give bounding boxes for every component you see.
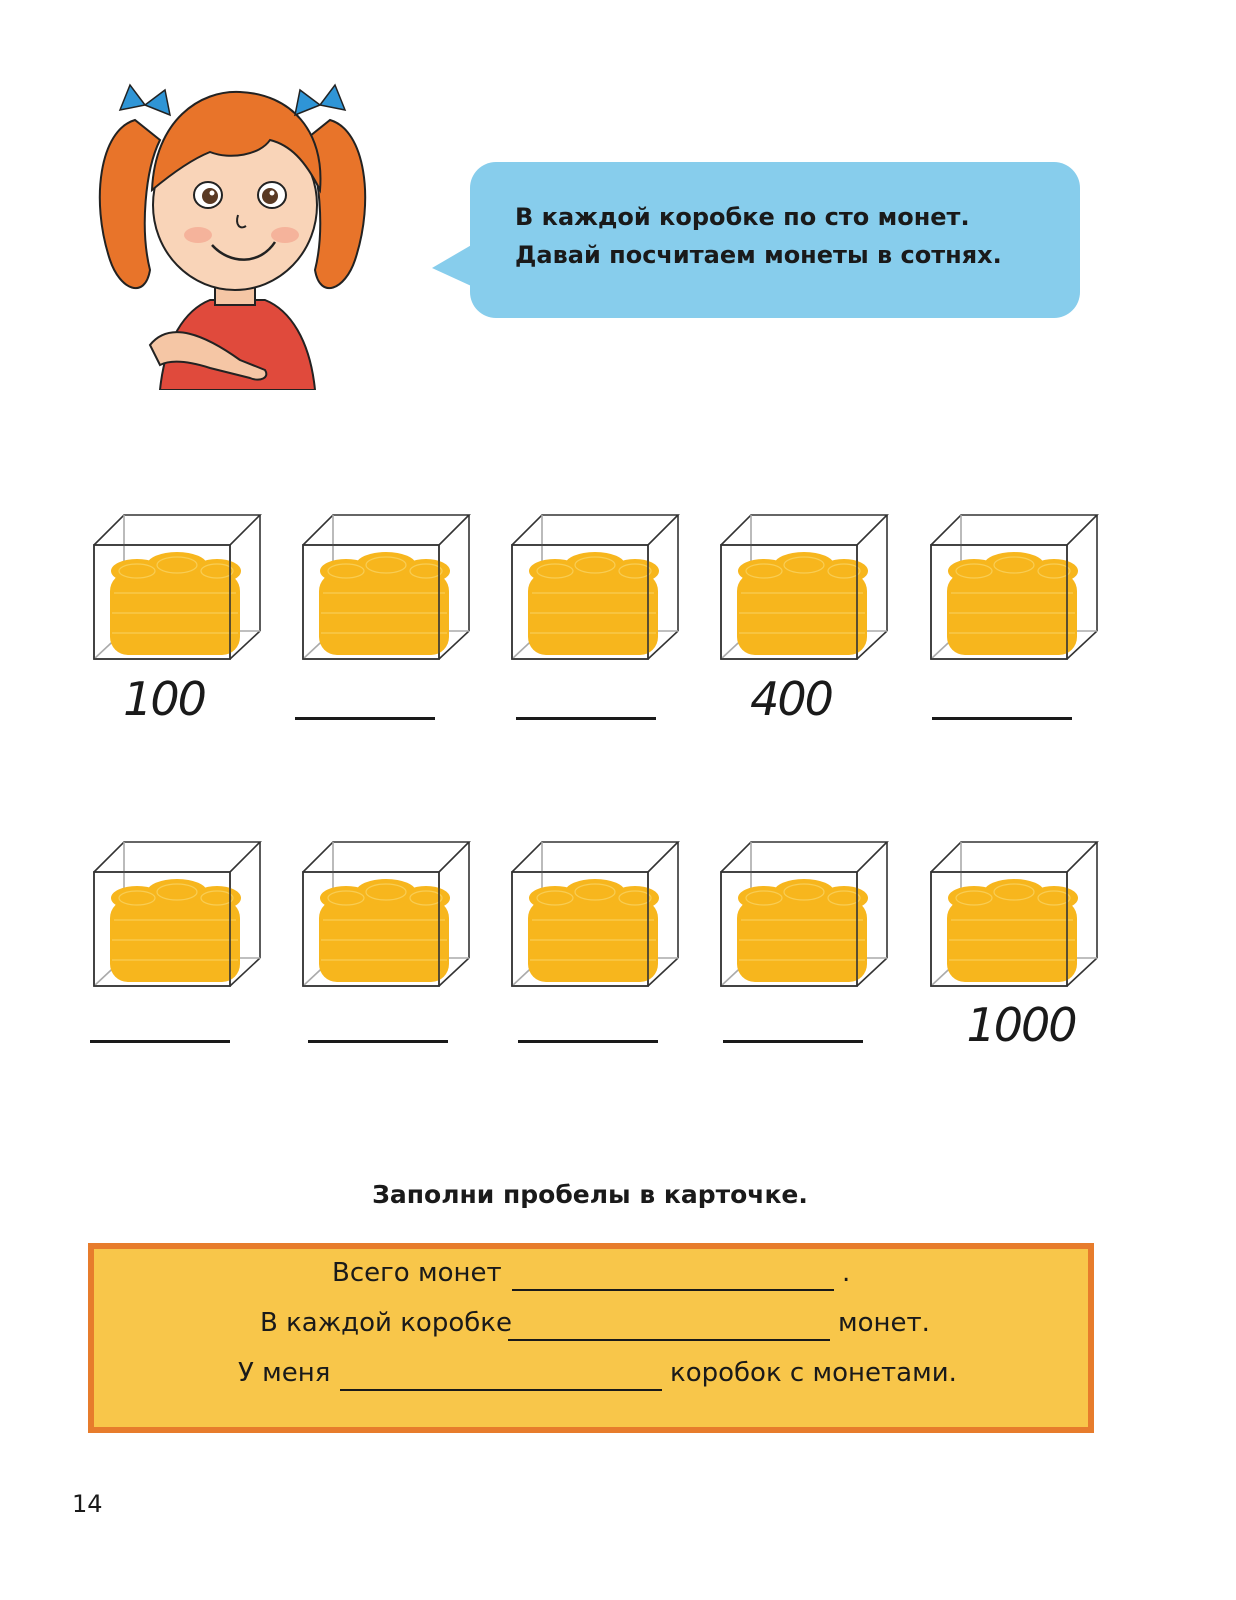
box-1-count: 100 (123, 672, 205, 726)
box-7-answer-blank[interactable] (308, 1040, 448, 1043)
box-6-answer-blank[interactable] (90, 1040, 230, 1043)
total-coins-blank[interactable] (512, 1289, 834, 1291)
coin-box-4 (719, 513, 889, 665)
box-9-answer-blank[interactable] (723, 1040, 863, 1043)
speech-bubble-text (515, 198, 1075, 274)
coin-box-3 (510, 513, 680, 665)
page-number: 14 (72, 1490, 103, 1518)
card-line-2-end: монет. (838, 1308, 930, 1338)
coin-box-10 (929, 840, 1099, 992)
coin-box-2 (301, 513, 471, 665)
box-count-blank[interactable] (340, 1389, 662, 1391)
speech-line-1: В каждой коробке по сто монет. (515, 203, 970, 231)
box-8-answer-blank[interactable] (518, 1040, 658, 1043)
card-instruction: Заполни пробелы в карточке. (372, 1180, 808, 1209)
box-4-count: 400 (750, 672, 832, 726)
card-line-1-end: . (842, 1258, 851, 1288)
box-2-answer-blank[interactable] (295, 717, 435, 720)
coin-box-1 (92, 513, 262, 665)
coin-box-6 (92, 840, 262, 992)
card-line-2-label: В каждой коробке (260, 1308, 512, 1338)
box-3-answer-blank[interactable] (516, 717, 656, 720)
card-line-1-label: Всего монет (332, 1258, 502, 1288)
box-5-answer-blank[interactable] (932, 717, 1072, 720)
coin-box-7 (301, 840, 471, 992)
girl-illustration (90, 60, 380, 390)
coin-box-5 (929, 513, 1099, 665)
card-line-3-label: У меня (238, 1358, 331, 1388)
fill-in-card (88, 1243, 1094, 1433)
coin-box-9 (719, 840, 889, 992)
card-line-3-end: коробок с монетами. (670, 1358, 957, 1388)
box-10-count: 1000 (966, 998, 1076, 1052)
coins-per-box-blank[interactable] (508, 1339, 830, 1341)
speech-line-2: Давай посчитаем монеты в сотнях. (515, 241, 1002, 269)
coin-box-8 (510, 840, 680, 992)
